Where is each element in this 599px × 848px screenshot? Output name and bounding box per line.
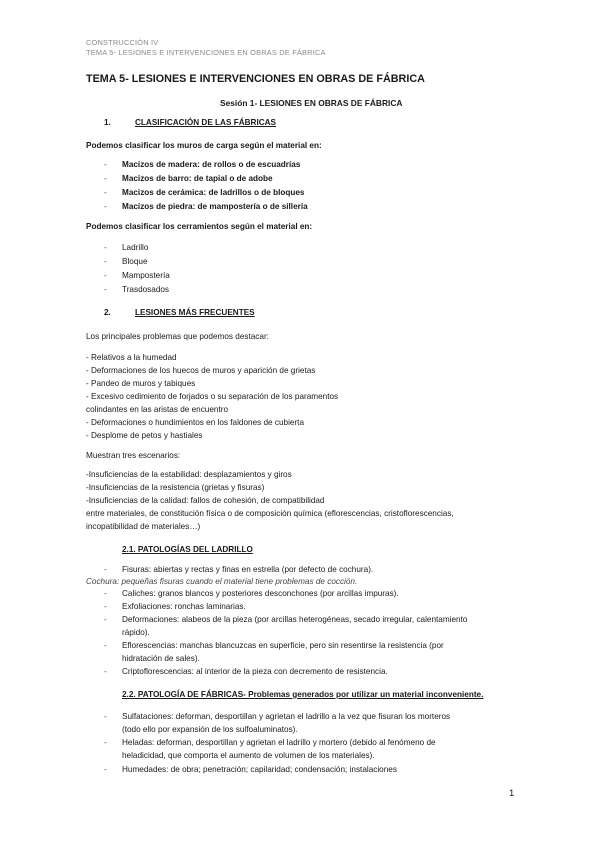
list-bullet: - bbox=[104, 271, 107, 280]
list-bullet: - bbox=[104, 667, 107, 676]
list-item: Macizos de cerámica: de ladrillos o de bloques bbox=[122, 188, 305, 197]
list-bullet: - bbox=[104, 160, 107, 169]
list-bullet: - bbox=[104, 257, 107, 266]
scenarios-intro: Muestran tres escenarios: bbox=[86, 451, 181, 460]
list-bullet: - bbox=[104, 602, 107, 611]
cochura-note: Cochura: pequeñas fisuras cuando el material tiene problemas de cocción. bbox=[86, 577, 358, 586]
section-2-number: 2. bbox=[104, 308, 111, 317]
list-item-continuation: rápido). bbox=[122, 628, 150, 637]
list-item-continuation: heladicidad, que comporta el aumento de volumen de los materiales). bbox=[122, 751, 375, 760]
problem-line: - Desplome de petos y hastiales bbox=[86, 431, 203, 440]
list-item: Sulfataciones: deforman, desportillan y agrietan el ladrillo a la vez que fisuran los morteros bbox=[122, 712, 451, 721]
list-bullet: - bbox=[104, 243, 107, 252]
scenario-line: -Insuficiencias de la estabilidad: desplazamientos y giros bbox=[86, 470, 292, 479]
list-bullet: - bbox=[104, 188, 107, 197]
list-bullet: - bbox=[104, 641, 107, 650]
problem-line: - Deformaciones de los huecos de muros y aparición de grietas bbox=[86, 366, 316, 375]
list-item: Mampostería bbox=[122, 271, 170, 280]
list-item: Macizos de piedra: de mampostería o de sillería bbox=[122, 202, 308, 211]
problem-line: - Pandeo de muros y tabiques bbox=[86, 379, 196, 388]
list-item: Deformaciones: alabeos de la pieza (por arcillas heterogéneas, secado irregular, calentamiento bbox=[122, 615, 468, 624]
list-bullet: - bbox=[104, 174, 107, 183]
section-1-heading bbox=[104, 118, 276, 127]
problem-line: colindantes en las aristas de encuentro bbox=[86, 405, 229, 414]
list-bullet: - bbox=[104, 565, 107, 574]
list-bullet: - bbox=[104, 202, 107, 211]
running-header-topic: TEMA 5- LESIONES E INTERVENCIONES EN OBRAS DE FÁBRICA bbox=[86, 48, 326, 57]
list-item: Heladas: deforman, desportillan y agrietan el ladrillo y mortero (debido al fenómeno de bbox=[122, 738, 436, 747]
list-item: Humedades: de obra; penetración; capilaridad; condensación; instalaciones bbox=[122, 765, 397, 774]
problems-intro: Los principales problemas que podemos destacar: bbox=[86, 332, 269, 341]
list-item: Macizos de madera: de rollos o de escuadrías bbox=[122, 160, 301, 169]
list-item-continuation: (todo ello por expansión de los sulfoaluminatos). bbox=[122, 725, 298, 734]
problem-line: - Relativos a la humedad bbox=[86, 353, 177, 362]
document-title: TEMA 5- LESIONES E INTERVENCIONES EN OBRAS DE FÁBRICA bbox=[86, 73, 425, 85]
section-1-number: 1. bbox=[104, 118, 111, 127]
list-item: Ladrillo bbox=[122, 243, 149, 252]
list-item: Criptoflorescencias: al interior de la pieza con decremento de resistencia. bbox=[122, 667, 388, 676]
scenario-line: -Insuficiencias de la calidad: fallos de cohesión, de compatibilidad bbox=[86, 496, 325, 505]
list-bullet: - bbox=[104, 712, 107, 721]
list-item: Trasdosados bbox=[122, 285, 170, 294]
section-2-title: LESIONES MÁS FRECUENTES bbox=[135, 308, 255, 317]
list-item: Eflorescencias: manchas blancuzcas en superficie, pero sin resentirse la resistencia (por bbox=[122, 641, 444, 650]
list-bullet: - bbox=[104, 285, 107, 294]
session-heading: Sesión 1- LESIONES EN OBRAS DE FÁBRICA bbox=[220, 98, 403, 108]
section-1-title: CLASIFICACIÓN DE LAS FÁBRICAS bbox=[135, 118, 277, 127]
list-item: Bloque bbox=[122, 257, 148, 266]
problem-line: - Excesivo cedimiento de forjados o su separación de los paramentos bbox=[86, 392, 339, 401]
list-item-continuation: hidratación de sales). bbox=[122, 654, 200, 663]
list-item: Fisuras: abiertas y rectas y finas en estrella (por defecto de cochura). bbox=[122, 565, 374, 574]
enclosures-intro: Podemos clasificar los cerramientos según el material en: bbox=[86, 222, 313, 231]
scenario-line: incopatibilidad de materiales…) bbox=[86, 522, 201, 531]
list-item: Macizos de barro: de tapial o de adobe bbox=[122, 174, 273, 183]
running-header-course: CONSTRUCCIÓN IV bbox=[86, 38, 159, 47]
list-item: Caliches: granos blancos y posteriores desconchones (por arcillas impuras). bbox=[122, 589, 399, 598]
list-bullet: - bbox=[104, 589, 107, 598]
list-item: Exfoliaciones: ronchas laminarias. bbox=[122, 602, 246, 611]
list-bullet: - bbox=[104, 765, 107, 774]
list-bullet: - bbox=[104, 738, 107, 747]
list-bullet: - bbox=[104, 615, 107, 624]
subsection-2-2-title: 2.2. PATOLOGÍA DE FÁBRICAS- Problemas generados por utilizar un material inconveniente. bbox=[122, 690, 484, 699]
page-number: 1 bbox=[509, 788, 515, 799]
section-2-heading bbox=[104, 308, 255, 317]
walls-intro: Podemos clasificar los muros de carga según el material en: bbox=[86, 141, 322, 150]
problem-line: - Deformaciones o hundimientos en los faldones de cubierta bbox=[86, 418, 305, 427]
scenario-line: entre materiales, de constitución física o de composición química (eflorescencias, cristoflorescencias, bbox=[86, 509, 454, 518]
scenario-line: -Insuficiencias de la resistencia (grietas y fisuras) bbox=[86, 483, 265, 492]
subsection-2-1-title: 2.1. PATOLOGÍAS DEL LADRILLO bbox=[122, 545, 253, 554]
